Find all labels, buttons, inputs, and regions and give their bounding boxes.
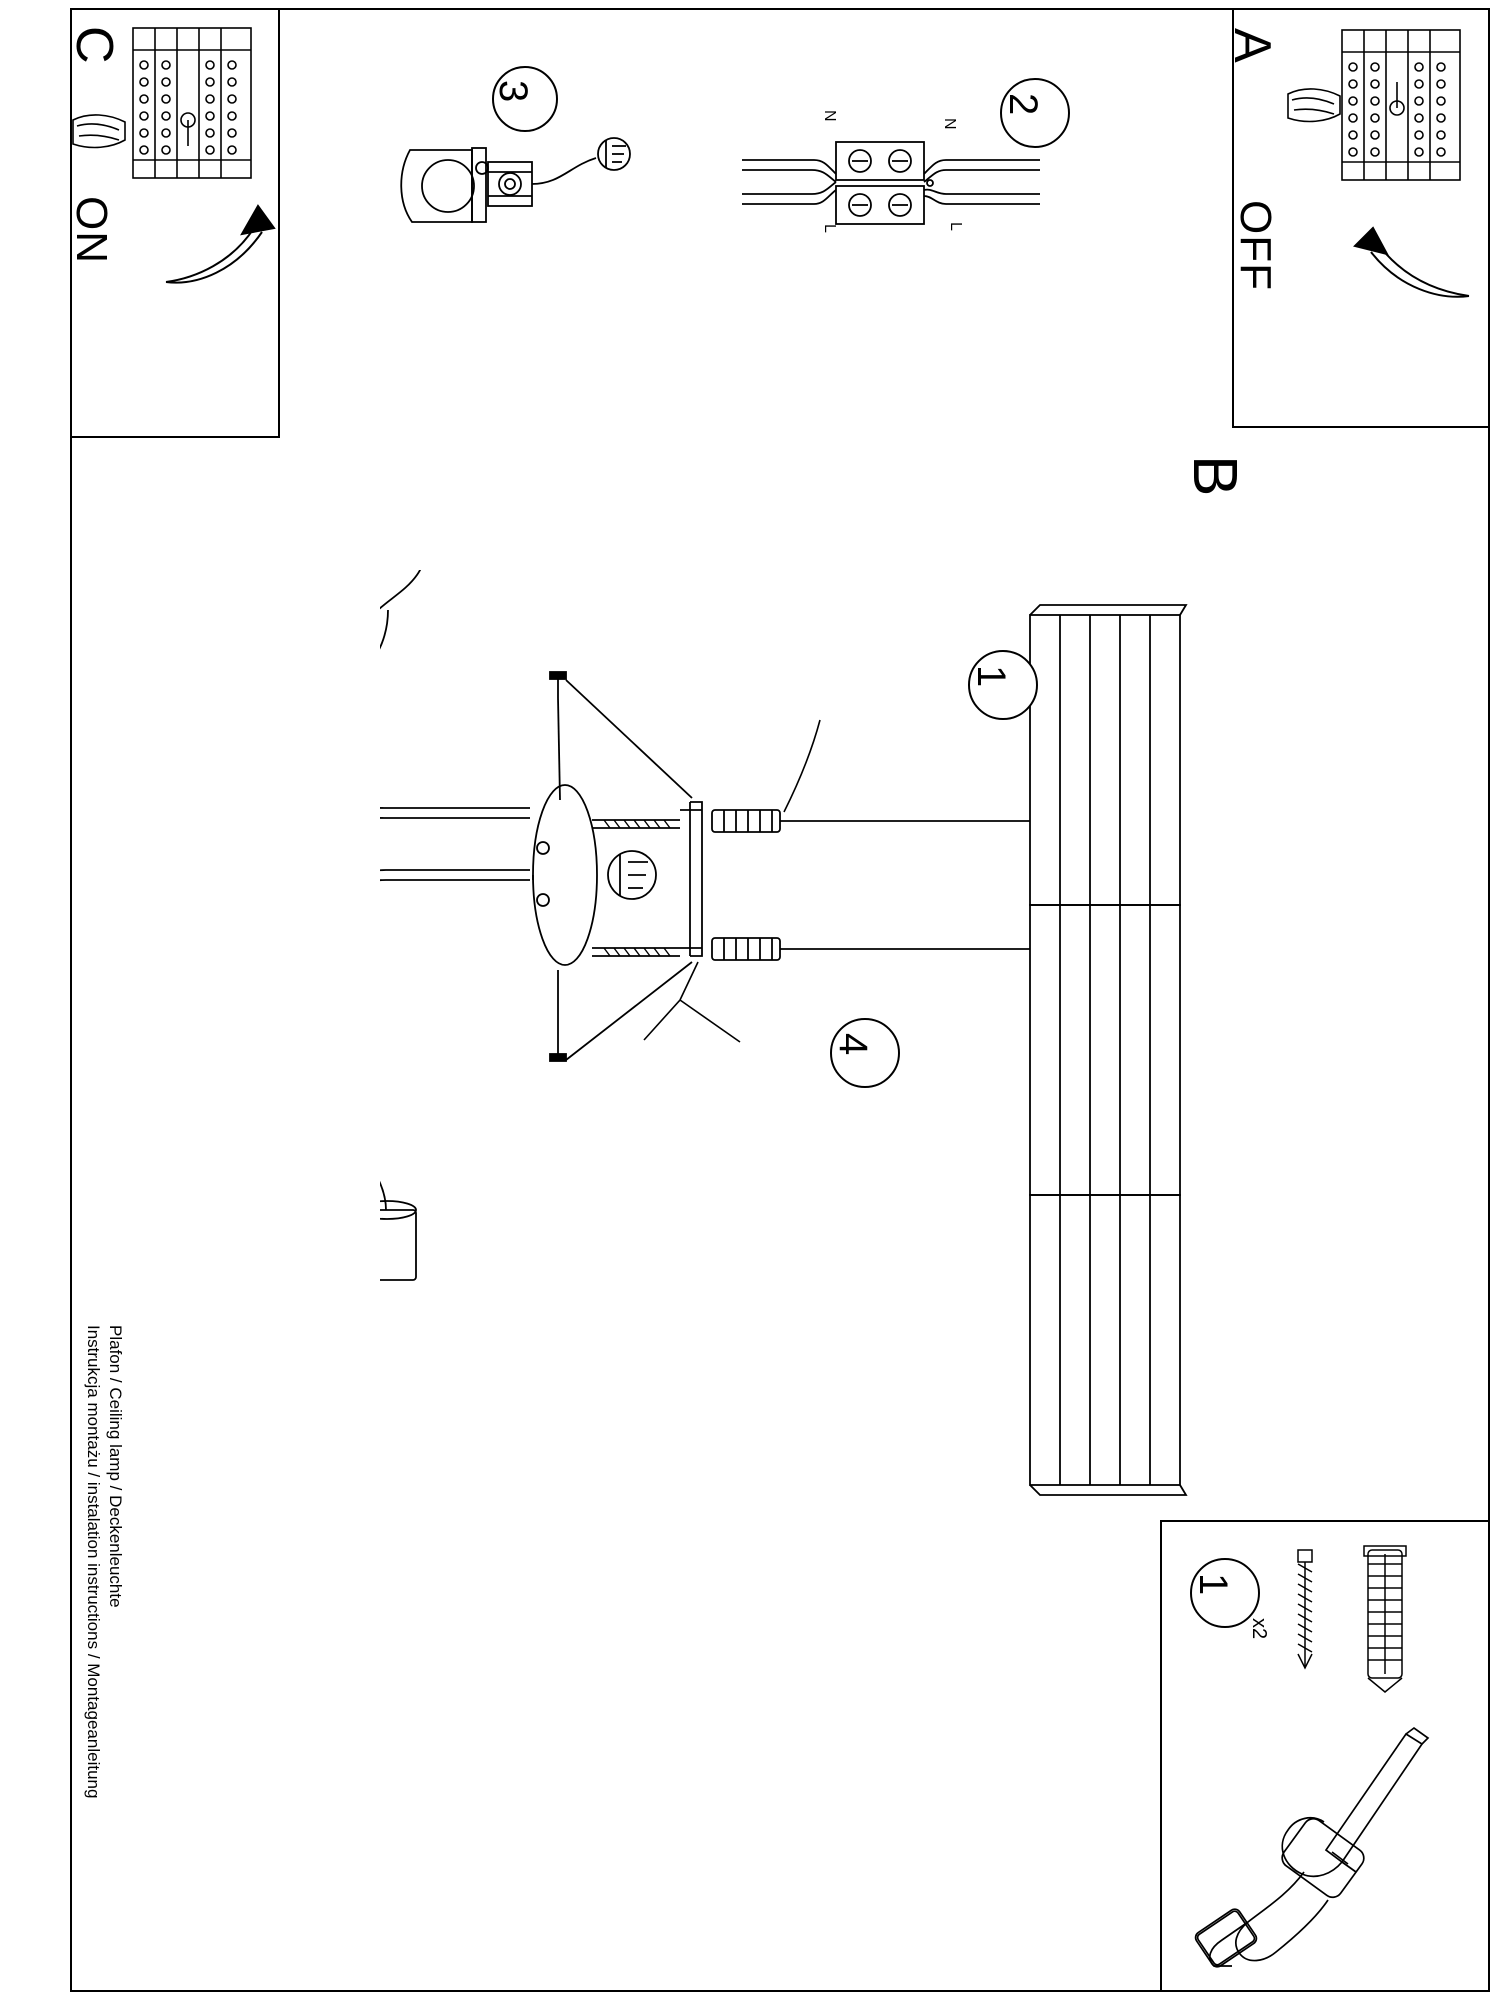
step-1-badge xyxy=(968,650,1038,720)
panel-tools xyxy=(1160,1520,1490,1992)
step-4-badge xyxy=(830,1018,900,1088)
step-2-badge xyxy=(1000,78,1070,148)
panel-c xyxy=(65,8,280,438)
panel-a-state-text: OFF xyxy=(1231,200,1280,291)
step-2-number: 2 xyxy=(1001,93,1045,116)
panel-a-letter-text: A xyxy=(1223,28,1281,63)
step-3-badge xyxy=(492,66,558,132)
arrow-down-left-icon xyxy=(1329,200,1479,310)
quantity-label-text: x2 xyxy=(1248,1618,1270,1640)
panel-c-state-text: ON xyxy=(67,196,116,264)
fasteners-illustration xyxy=(1272,1542,1472,1702)
step2-illustration xyxy=(740,130,1070,240)
step2-label-top-left-text: N xyxy=(821,110,838,122)
terminal-block-hand-icon xyxy=(1284,22,1484,207)
step-4-number: 4 xyxy=(831,1033,875,1056)
document-title-line-1: Instrukcja montażu / instalation instructions / Montageanleitung xyxy=(84,1325,103,1799)
step-3-number: 3 xyxy=(491,80,535,103)
step3-illustration xyxy=(400,110,730,260)
step2-label-bottom-right-text: L xyxy=(947,222,964,231)
tools-step-number: 1 xyxy=(1191,1573,1235,1596)
panel-a xyxy=(1223,8,1490,428)
panel-b-letter-text: B xyxy=(1180,455,1249,497)
document-title-line-2: Plafon / Ceiling lamp / Deckenleuchte xyxy=(106,1325,125,1608)
terminal-block-hand-icon xyxy=(67,20,277,200)
step2-label-bottom-left-text: L xyxy=(821,224,838,233)
step-1-number: 1 xyxy=(969,665,1013,688)
panel-c-letter-text: C xyxy=(65,26,123,64)
main-assembly-drawing xyxy=(380,570,1240,1630)
drill-icon xyxy=(1192,1722,1462,1972)
arrow-up-right-icon xyxy=(162,190,292,300)
step2-label-top-right-text: N xyxy=(941,118,958,130)
